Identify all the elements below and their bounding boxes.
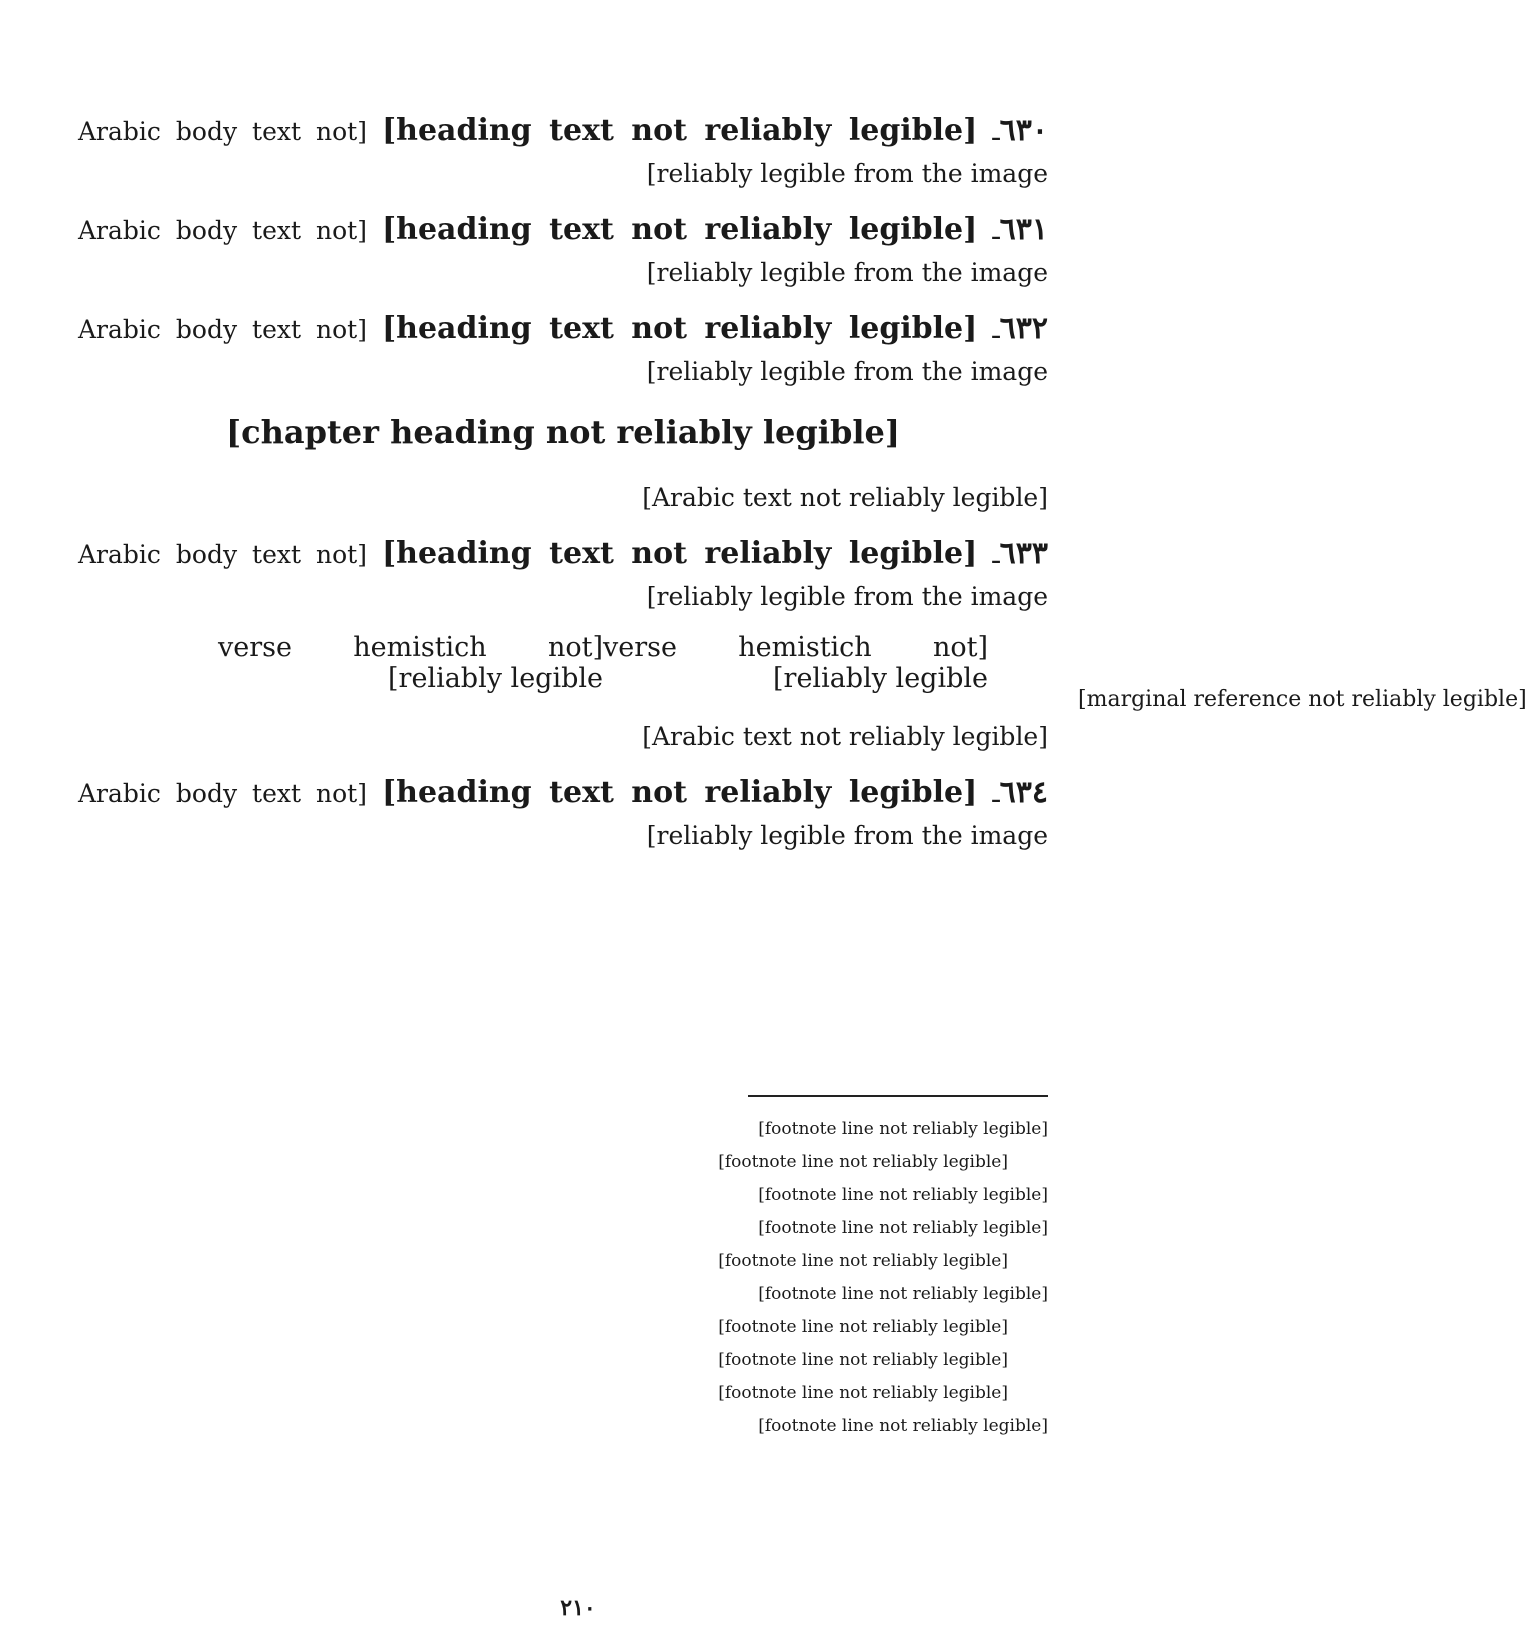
verse-second-hemistich: [verse hemistich not reliably legible]	[218, 632, 603, 694]
footnote-line: [footnote line not reliably legible]	[718, 1317, 1008, 1337]
entry-body: [Arabic body text not reliably legible from the image]	[78, 779, 1048, 850]
proverb-heading: [heading text not reliably legible]	[381, 212, 978, 247]
poetry-verse	[78, 632, 1048, 694]
footnote-line: [footnote line not reliably legible]	[758, 1218, 1048, 1238]
entry-633: ٦٣٣ـ [heading text not reliably legible] [Arabic body text not reliably legible from the image]	[78, 536, 1049, 611]
entry-number: ٦٣١	[999, 212, 1049, 247]
entry-body: [Arabic body text not reliably legible from the image]	[78, 117, 1048, 188]
entry-body: [Arabic body text not reliably legible from the image]	[78, 315, 1048, 386]
proverb-heading: [heading text not reliably legible]	[381, 775, 978, 810]
entry-630: ٦٣٠ـ [heading text not reliably legible] [Arabic body text not reliably legible from the image]	[78, 113, 1049, 188]
footnote-line: [footnote line not reliably legible]	[718, 1251, 1008, 1271]
proverb-heading: [heading text not reliably legible]	[381, 311, 978, 346]
entry-number: ٦٣٣	[999, 536, 1049, 571]
entry-number: ٦٣٠	[999, 113, 1049, 148]
footnote-separator	[748, 1095, 1048, 1097]
entry-631: ٦٣١ـ [heading text not reliably legible] [Arabic body text not reliably legible from the image]	[78, 212, 1049, 287]
entry-body: [Arabic body text not reliably legible from the image]	[78, 540, 1048, 611]
footnotes	[78, 1113, 1048, 1443]
footnote-line: [footnote line not reliably legible]	[758, 1119, 1048, 1139]
entry-634: ٦٣٤ـ [heading text not reliably legible] [Arabic body text not reliably legible from the image]	[78, 775, 1049, 850]
chapter-intro: [Arabic text not reliably legible]	[642, 483, 1048, 512]
entry-632: ٦٣٢ـ [heading text not reliably legible] [Arabic body text not reliably legible from the image]	[78, 311, 1049, 386]
footnote-line: [footnote line not reliably legible]	[718, 1350, 1008, 1370]
entry-number: ٦٣٤	[999, 775, 1049, 810]
footnote-line: [footnote line not reliably legible]	[718, 1383, 1008, 1403]
post-verse-text: [Arabic text not reliably legible]	[642, 722, 1048, 751]
proverb-heading: [heading text not reliably legible]	[381, 113, 978, 148]
main-text	[78, 110, 1048, 871]
verse-first-hemistich: [verse hemistich not reliably legible]	[603, 632, 988, 694]
footnote-line: [footnote line not reliably legible]	[758, 1284, 1048, 1304]
margin-reference: [marginal reference not reliably legible]	[1078, 687, 1527, 712]
page-number: ٢١٠	[560, 1595, 596, 1621]
chapter-title: [chapter heading not reliably legible]	[226, 413, 900, 451]
entry-number: ٦٣٢	[999, 311, 1049, 346]
proverb-heading: [heading text not reliably legible]	[381, 536, 978, 571]
footnote-line: [footnote line not reliably legible]	[758, 1416, 1048, 1436]
footnote-line: [footnote line not reliably legible]	[758, 1185, 1048, 1205]
footnote-line: [footnote line not reliably legible]	[718, 1152, 1008, 1172]
entry-body: [Arabic body text not reliably legible from the image]	[78, 216, 1048, 287]
